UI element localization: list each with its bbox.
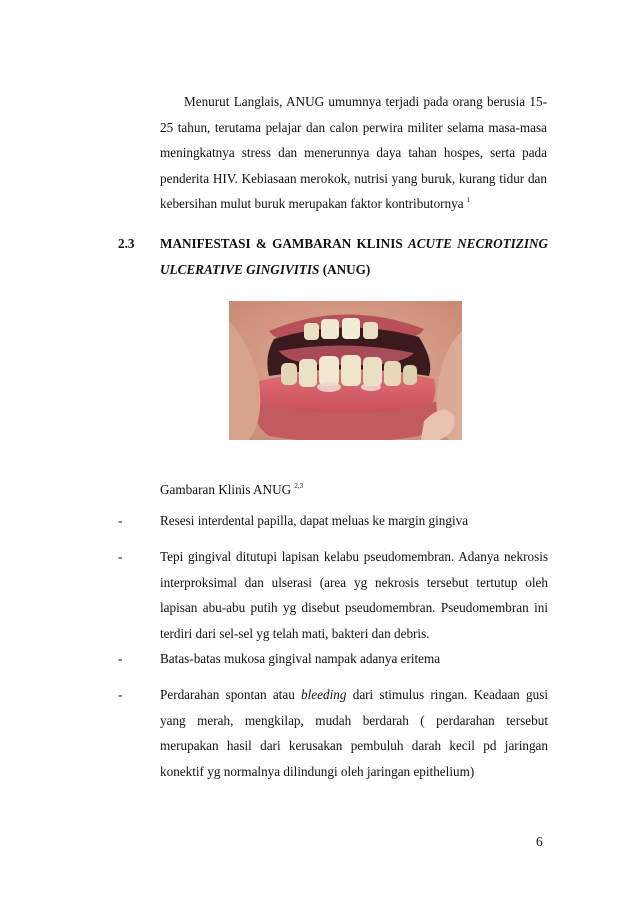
figure-caption: [160, 477, 303, 502]
intro-paragraph: [160, 89, 547, 217]
clinical-photo: [229, 301, 462, 440]
intro-paragraph-text: Menurut Langlais, ANUG umumnya terjadi pada orang berusia 15-25 tahun, terutama pelajar dan calon perwira militer selama masa-masa meningkatnya stress dan menerunnya daya tahan hospes, serta pada penderita HIV. Kebiasaan merokok, nutrisi yang buruk, kurang tidur dan kebersihan mulut buruk merupakan faktor kontributornya: [160, 94, 547, 211]
figure-citation: 2,3: [294, 482, 304, 490]
citation-ref: 1: [466, 196, 471, 204]
section-title-italic: ACUTE NECROTIZING ULCERATIVE GINGIVITIS: [160, 236, 549, 277]
bullet-text-italic: bleeding: [301, 687, 347, 702]
bullet-text: Batas-batas mukosa gingival nampak adanya eritema: [160, 651, 441, 666]
section-title: [160, 231, 548, 282]
section-number: 2.3: [118, 236, 135, 251]
bullet-text-before: Perdarahan spontan atau: [160, 687, 295, 702]
figure-caption-text: Gambaran Klinis ANUG: [160, 482, 292, 497]
bullet-text: Resesi interdental papilla, dapat meluas ke margin gingiva: [160, 513, 469, 528]
bullet-marker: -: [118, 687, 123, 702]
bullet-marker: -: [118, 651, 123, 666]
bullet-text: [160, 682, 548, 784]
section-title-suffix: (ANUG): [322, 261, 371, 277]
bullet-marker: -: [118, 513, 123, 528]
bullet-text: Tepi gingival ditutupi lapisan kelabu pseudomembran. Adanya nekrosis interproksimal dan ulserasi (area yg nekrosis tersebut tertutup oleh lapisan abu-abu putih yg disebut pseudomembran. Pseudomembran ini terdiri dari sel-sel yg telah mati, bakteri dan debris.: [160, 549, 548, 641]
page-number: 6: [536, 834, 543, 849]
bullet-text-after: dari stimulus ringan. Keadaan gusi yang merah, mengkilap, mudah berdarah ( perdarahan tersebut merupakan hasil dari kerusakan pembuluh darah kecil pd jaringan konektif yg normalnya dilindungi oleh jaringan epithelium): [160, 687, 548, 779]
section-title-plain: MANIFESTASI & GAMBARAN KLINIS: [160, 236, 403, 251]
anug-mouth-photo: [229, 301, 462, 440]
bullet-marker: -: [118, 549, 123, 564]
